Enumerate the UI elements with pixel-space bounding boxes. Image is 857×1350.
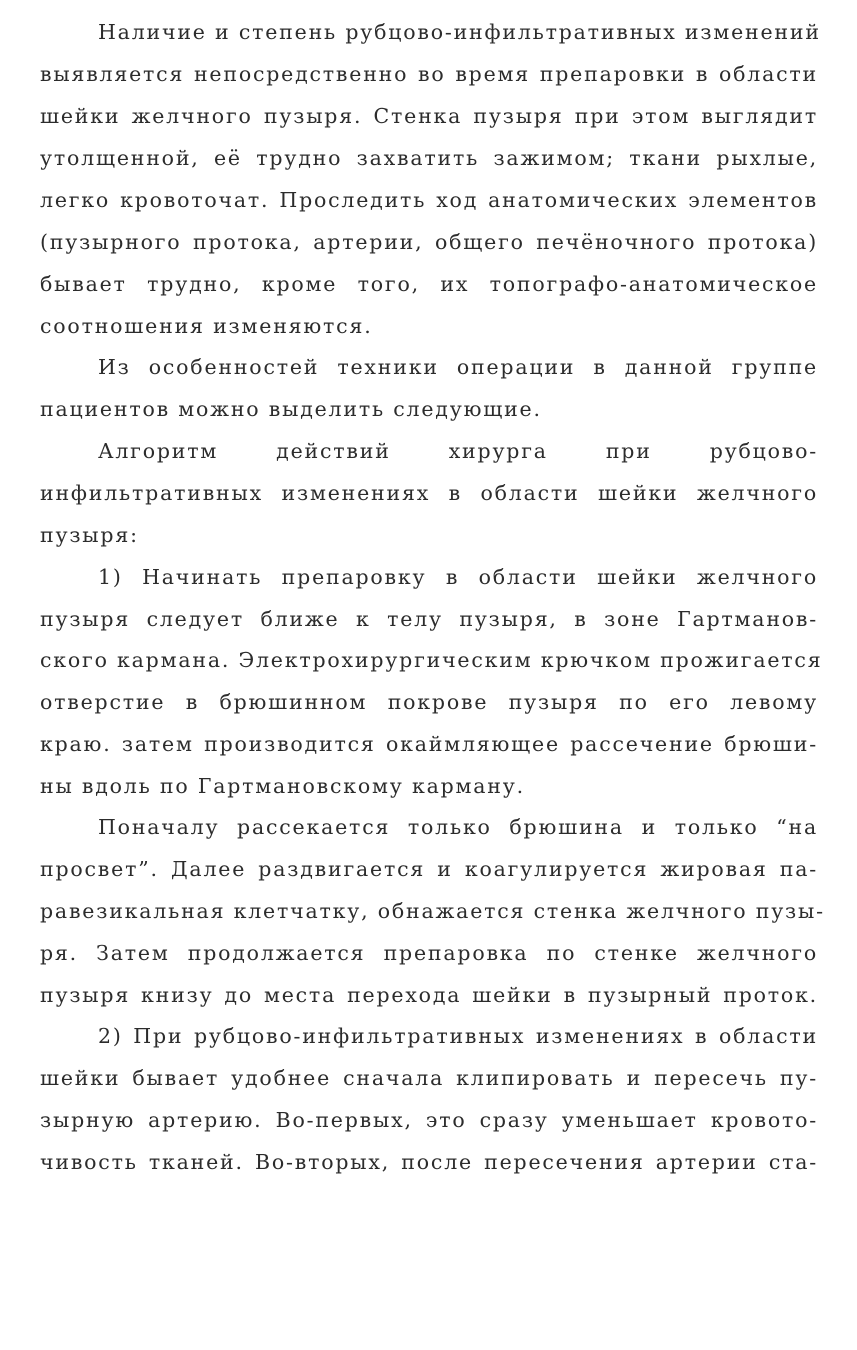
text-line: Наличие и степень рубцово-инфильтративных изменений (98, 20, 821, 44)
text-line: Алгоритм действий хирурга при рубцово- (98, 439, 818, 463)
text-line: шейки желчного пузыря. Стенка пузыря при этом выглядит (40, 104, 818, 128)
text-line: чивость тканей. Во-вторых, после пересечения артерии ста- (40, 1150, 818, 1174)
text-line: 1) Начинать препаровку в области шейки желчного (98, 565, 818, 589)
text-line: выявляется непосредственно во время препаровки в области (40, 62, 818, 86)
text-line: пациентов можно выделить следующие. (40, 397, 542, 421)
text-line: пузыря книзу до места перехода шейки в пузырный проток. (40, 983, 818, 1007)
text-line: ны вдоль по Гартмановскому карману. (40, 774, 525, 798)
text-line: бывает трудно, кроме того, их топографо-анатомическое (40, 272, 818, 296)
text-line: краю. затем производится окаймляющее рассечение брюши- (40, 732, 818, 756)
text-line: соотношения изменяются. (40, 314, 373, 338)
text-line: 2) При рубцово-инфильтративных изменениях в области (98, 1024, 818, 1048)
text-line: отверстие в брюшинном покрове пузыря по его левому (40, 690, 818, 714)
text-line: утолщенной, её трудно захватить зажимом; ткани рыхлые, (40, 146, 818, 170)
text-line: пузыря следует ближе к телу пузыря, в зоне Гартманов- (40, 607, 818, 631)
text-line: легко кровоточат. Проследить ход анатомических элементов (40, 188, 818, 212)
text-line: шейки бывает удобнее сначала клипировать и пересечь пу- (40, 1066, 818, 1090)
text-line: пузыря: (40, 523, 139, 547)
text-line: Из особенностей техники операции в данной группе (98, 355, 818, 379)
text-line: инфильтративных изменениях в области шейки желчного (40, 481, 818, 505)
text-line: равезикальная клетчатку, обнажается стенка желчного пузы- (40, 899, 825, 923)
text-line: ря. Затем продолжается препаровка по стенке желчного (40, 941, 818, 965)
text-line: ского кармана. Электрохирургическим крючком прожигается (40, 648, 823, 672)
text-line: зырную артерию. Во-первых, это сразу уменьшает кровото- (40, 1108, 818, 1132)
text-line: Поначалу рассекается только брюшина и только “на (98, 815, 818, 839)
text-line: просвет”. Далее раздвигается и коагулируется жировая па- (40, 857, 818, 881)
text-line: (пузырного протока, артерии, общего печёночного протока) (40, 230, 818, 254)
